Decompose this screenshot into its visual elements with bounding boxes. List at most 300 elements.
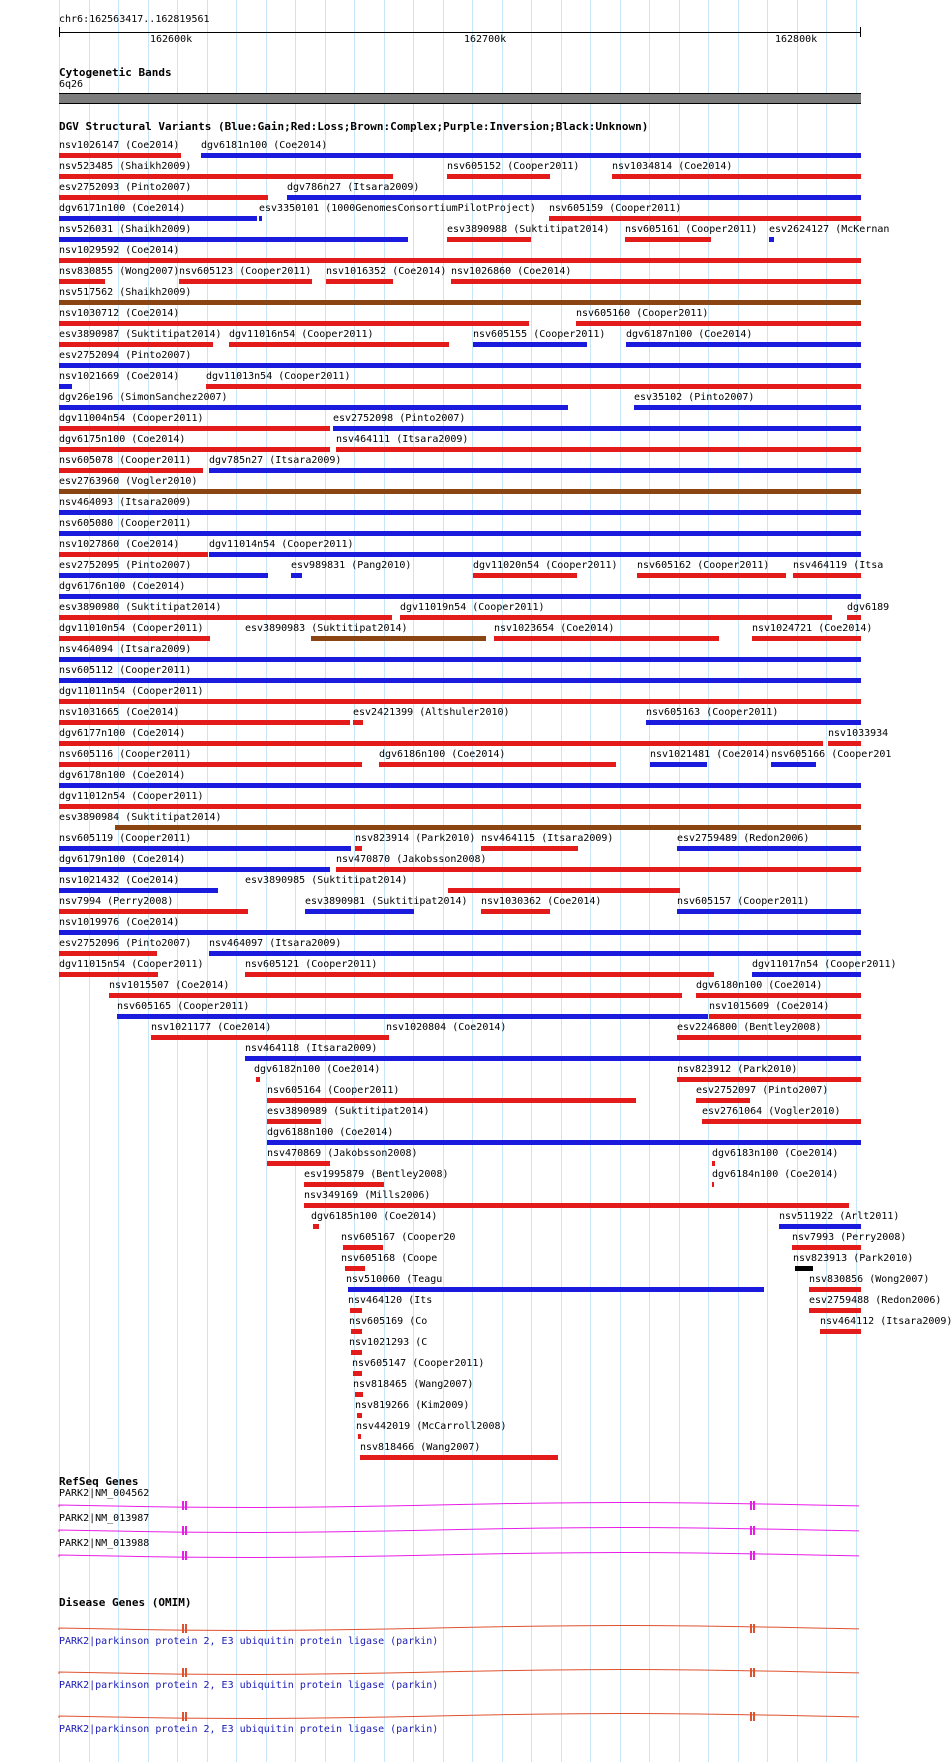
variant-label: dgv11014n54 (Cooper2011): [209, 539, 354, 550]
variant-bar[interactable]: [696, 993, 861, 998]
variant-label: nsv605159 (Cooper2011): [549, 203, 682, 214]
variant-label: dgv6185n100 (Coe2014): [311, 1211, 438, 1222]
variant-label: esv3890985 (Suktitipat2014): [245, 875, 408, 886]
variant-bar[interactable]: [313, 1224, 319, 1229]
variant-label: nsv517562 (Shaikh2009): [59, 287, 192, 298]
variant-bar[interactable]: [379, 762, 616, 767]
variant-label: nsv1015609 (Coe2014): [709, 1001, 830, 1012]
variant-label: nsv442019 (McCarroll2008): [356, 1421, 507, 1432]
variant-label: nsv605161 (Cooper2011): [625, 224, 758, 235]
variant-bar[interactable]: [59, 279, 105, 284]
variant-bar[interactable]: [59, 699, 861, 704]
variant-bar[interactable]: [828, 741, 861, 746]
variant-label: nsv605121 (Cooper2011): [245, 959, 378, 970]
variant-label: nsv1021481 (Coe2014): [650, 749, 771, 760]
variant-bar[interactable]: [637, 573, 786, 578]
exon-mark[interactable]: [753, 1526, 755, 1535]
exon-mark[interactable]: [185, 1526, 187, 1535]
variant-label: dgv6178n100 (Coe2014): [59, 770, 186, 781]
variant-label: dgv11012n54 (Cooper2011): [59, 791, 204, 802]
exon-mark[interactable]: [753, 1501, 755, 1510]
variant-label: nsv1021432 (Coe2014): [59, 875, 180, 886]
variant-bar[interactable]: [59, 216, 257, 221]
variant-label: nsv1026147 (Coe2014): [59, 140, 180, 151]
variant-bar[interactable]: [59, 468, 203, 473]
exon-mark[interactable]: [182, 1501, 184, 1510]
variant-label: nsv605165 (Cooper2011): [117, 1001, 250, 1012]
variant-bar[interactable]: [59, 573, 268, 578]
variant-bar[interactable]: [59, 594, 861, 599]
omim-disease-label[interactable]: PARK2|parkinson protein 2, E3 ubiquitin protein ligase (parkin): [59, 1636, 439, 1647]
variant-bar[interactable]: [448, 888, 680, 893]
variant-label: nsv818465 (Wang2007): [353, 1379, 474, 1390]
variant-label: esv3890983 (Suktitipat2014): [245, 623, 408, 634]
variant-bar[interactable]: [267, 1140, 861, 1145]
variant-bar[interactable]: [59, 867, 330, 872]
variant-label: nsv605078 (Cooper2011): [59, 455, 192, 466]
variant-label: nsv1021669 (Coe2014): [59, 371, 180, 382]
variant-bar[interactable]: [353, 1371, 362, 1376]
variant-bar[interactable]: [677, 1077, 861, 1082]
variant-label: nsv605080 (Cooper2011): [59, 518, 192, 529]
variant-bar[interactable]: [267, 1161, 330, 1166]
refseq-transcript[interactable]: [59, 1528, 859, 1533]
variant-bar[interactable]: [353, 720, 363, 725]
variant-label: nsv1034814 (Coe2014): [612, 161, 733, 172]
variant-label: dgv6183n100 (Coe2014): [712, 1148, 839, 1159]
variant-bar[interactable]: [400, 615, 832, 620]
dgv-section-title: DGV Structural Variants (Blue:Gain;Red:Loss;Brown:Complex;Purple:Inversion;Black:Unknown): [59, 120, 649, 133]
variant-bar[interactable]: [59, 930, 861, 935]
variant-label: nsv1021293 (C: [349, 1337, 428, 1348]
variant-label: nsv1015507 (Coe2014): [109, 980, 230, 991]
ruler-start-tick: [59, 27, 60, 37]
variant-bar[interactable]: [357, 1413, 362, 1418]
cytogenetic-section-title: Cytogenetic Bands: [59, 66, 172, 79]
variant-label: nsv511922 (Arlt2011): [779, 1211, 900, 1222]
variant-bar[interactable]: [494, 636, 719, 641]
variant-bar[interactable]: [59, 762, 362, 767]
exon-mark[interactable]: [750, 1668, 752, 1677]
variant-label: nsv1020804 (Coe2014): [386, 1022, 507, 1033]
variant-label: dgv11013n54 (Cooper2011): [206, 371, 351, 382]
variant-label: esv3350101 (1000GenomesConsortiumPilotProject): [259, 203, 536, 214]
variant-label: dgv11004n54 (Cooper2011): [59, 413, 204, 424]
exon-mark[interactable]: [182, 1668, 184, 1677]
variant-label: nsv1016352 (Coe2014): [326, 266, 447, 277]
variant-label: nsv464115 (Itsara2009): [481, 833, 614, 844]
variant-label: nsv7994 (Perry2008): [59, 896, 174, 907]
variant-bar[interactable]: [386, 1035, 389, 1040]
variant-bar[interactable]: [677, 846, 861, 851]
variant-bar[interactable]: [650, 762, 707, 767]
omim-gene-model[interactable]: [59, 1714, 859, 1719]
variant-label: esv2752095 (Pinto2007): [59, 560, 192, 571]
variant-label: dgv6175n100 (Coe2014): [59, 434, 186, 445]
variant-bar[interactable]: [59, 153, 181, 158]
variant-bar[interactable]: [646, 720, 861, 725]
variant-label: dgv11017n54 (Cooper2011): [752, 959, 897, 970]
variant-label: esv35102 (Pinto2007): [634, 392, 755, 403]
variant-bar[interactable]: [59, 363, 861, 368]
variant-label: nsv605167 (Cooper20: [341, 1232, 456, 1243]
variant-bar[interactable]: [752, 636, 861, 641]
variant-label: dgv11016n54 (Cooper2011): [229, 329, 374, 340]
variant-label: nsv605116 (Cooper2011): [59, 749, 192, 760]
variant-bar[interactable]: [709, 1014, 861, 1019]
variant-label: esv3890981 (Suktitipat2014): [305, 896, 468, 907]
omim-disease-label[interactable]: PARK2|parkinson protein 2, E3 ubiquitin protein ligase (parkin): [59, 1680, 439, 1691]
exon-mark[interactable]: [750, 1712, 752, 1721]
variant-label: nsv464120 (Its: [348, 1295, 433, 1306]
variant-label: nsv464093 (Itsara2009): [59, 497, 192, 508]
variant-bar[interactable]: [59, 174, 393, 179]
variant-bar[interactable]: [209, 468, 861, 473]
variant-bar[interactable]: [343, 1245, 383, 1250]
variant-bar[interactable]: [451, 279, 861, 284]
variant-bar[interactable]: [355, 1392, 363, 1397]
exon-mark[interactable]: [185, 1712, 187, 1721]
variant-label: nsv605162 (Cooper2011): [637, 560, 770, 571]
variant-bar[interactable]: [333, 426, 861, 431]
variant-bar[interactable]: [59, 741, 823, 746]
variant-bar[interactable]: [779, 1224, 861, 1229]
variant-bar[interactable]: [117, 1014, 708, 1019]
variant-label: nsv510060 (Teagu: [346, 1274, 443, 1285]
variant-bar[interactable]: [59, 237, 408, 242]
variant-bar[interactable]: [259, 216, 262, 221]
omim-gene-model[interactable]: [59, 1626, 859, 1631]
variant-bar[interactable]: [351, 1350, 362, 1355]
variant-bar[interactable]: [809, 1287, 861, 1292]
variant-label: nsv605166 (Cooper201: [771, 749, 892, 760]
exon-mark[interactable]: [182, 1526, 184, 1535]
variant-label: esv3890989 (Suktitipat2014): [267, 1106, 430, 1117]
variant-label: nsv526031 (Shaikh2009): [59, 224, 192, 235]
exon-mark[interactable]: [750, 1526, 752, 1535]
variant-label: dgv6171n100 (Coe2014): [59, 203, 186, 214]
variant-bar[interactable]: [351, 1329, 362, 1334]
variant-bar[interactable]: [304, 1203, 849, 1208]
refseq-gene-label[interactable]: PARK2|NM_013988: [59, 1538, 150, 1549]
variant-label: esv2752096 (Pinto2007): [59, 938, 192, 949]
variant-bar[interactable]: [59, 384, 72, 389]
variant-bar[interactable]: [59, 888, 218, 893]
variant-bar[interactable]: [287, 195, 861, 200]
variant-bar[interactable]: [473, 573, 577, 578]
variant-label: esv2752098 (Pinto2007): [333, 413, 466, 424]
variant-bar[interactable]: [809, 1308, 861, 1313]
variant-bar[interactable]: [59, 972, 158, 977]
variant-label: dgv6188n100 (Coe2014): [267, 1127, 394, 1138]
ruler-axis: [59, 32, 861, 33]
variant-label: dgv6180n100 (Coe2014): [696, 980, 823, 991]
variant-label: nsv605169 (Co: [349, 1316, 428, 1327]
variant-bar[interactable]: [712, 1161, 715, 1166]
variant-label: esv3890980 (Suktitipat2014): [59, 602, 222, 613]
variant-label: dgv6187n100 (Coe2014): [626, 329, 753, 340]
omim-section-title: Disease Genes (OMIM): [59, 1596, 192, 1609]
variant-bar[interactable]: [793, 573, 861, 578]
exon-mark[interactable]: [185, 1668, 187, 1677]
variant-bar[interactable]: [305, 909, 414, 914]
exon-mark[interactable]: [750, 1624, 752, 1633]
variant-bar[interactable]: [59, 552, 208, 557]
variant-label: nsv830856 (Wong2007): [809, 1274, 930, 1285]
variant-bar[interactable]: [256, 1077, 260, 1082]
variant-bar[interactable]: [769, 237, 774, 242]
variant-bar[interactable]: [59, 783, 861, 788]
variant-bar[interactable]: [59, 951, 157, 956]
variant-label: nsv1024721 (Coe2014): [752, 623, 873, 634]
ruler-tick-label: 162800k: [775, 34, 818, 45]
variant-label: dgv6177n100 (Coe2014): [59, 728, 186, 739]
variant-bar[interactable]: [350, 1308, 362, 1313]
exon-mark[interactable]: [753, 1712, 755, 1721]
variant-bar[interactable]: [696, 1098, 750, 1103]
variant-bar[interactable]: [702, 1119, 861, 1124]
variant-label: esv2752093 (Pinto2007): [59, 182, 192, 193]
region-label: chr6:162563417..162819561: [59, 14, 210, 25]
variant-bar[interactable]: [59, 405, 568, 410]
variant-label: dgv786n27 (Itsara2009): [287, 182, 420, 193]
variant-label: esv2752094 (Pinto2007): [59, 350, 192, 361]
variant-label: nsv1027860 (Coe2014): [59, 539, 180, 550]
variant-label: nsv605160 (Cooper2011): [576, 308, 709, 319]
variant-label: esv2624127 (McKernan: [769, 224, 890, 235]
variant-label: nsv1033934: [828, 728, 889, 739]
cytogenetic-band-label: 6q26: [59, 79, 84, 90]
variant-label: nsv1023654 (Coe2014): [494, 623, 615, 634]
variant-bar[interactable]: [59, 426, 330, 431]
ruler-tick-label: 162700k: [464, 34, 507, 45]
variant-label: esv1995879 (Bentley2008): [304, 1169, 449, 1180]
variant-label: nsv1029592 (Coe2014): [59, 245, 180, 256]
exon-mark[interactable]: [753, 1668, 755, 1677]
variant-label: nsv1019976 (Coe2014): [59, 917, 180, 928]
variant-label: nsv349169 (Mills2006): [304, 1190, 431, 1201]
exon-mark[interactable]: [750, 1501, 752, 1510]
variant-bar[interactable]: [209, 552, 861, 557]
exon-mark[interactable]: [753, 1624, 755, 1633]
variant-label: dgv11020n54 (Cooper2011): [473, 560, 618, 571]
variant-bar[interactable]: [626, 342, 861, 347]
variant-bar[interactable]: [109, 993, 682, 998]
variant-label: nsv605164 (Cooper2011): [267, 1085, 400, 1096]
variant-label: nsv605112 (Cooper2011): [59, 665, 192, 676]
variant-label: esv2759488 (Redon2006): [809, 1295, 942, 1306]
variant-label: dgv6181n100 (Coe2014): [201, 140, 328, 151]
variant-bar[interactable]: [612, 174, 861, 179]
variant-label: esv3890987 (Suktitipat2014): [59, 329, 222, 340]
variant-bar[interactable]: [348, 1287, 764, 1292]
variant-bar[interactable]: [336, 867, 861, 872]
variant-label: nsv605157 (Cooper2011): [677, 896, 810, 907]
variant-label: nsv470869 (Jakobsson2008): [267, 1148, 418, 1159]
variant-bar[interactable]: [59, 342, 213, 347]
exon-mark[interactable]: [753, 1551, 755, 1560]
cytogenetic-band-bar[interactable]: [59, 93, 861, 104]
variant-bar[interactable]: [59, 846, 351, 851]
variant-bar[interactable]: [245, 1056, 861, 1061]
exon-mark[interactable]: [182, 1712, 184, 1721]
variant-label: nsv605152 (Cooper2011): [447, 161, 580, 172]
variant-bar[interactable]: [345, 1266, 365, 1271]
variant-bar[interactable]: [59, 195, 268, 200]
variant-bar[interactable]: [115, 825, 861, 830]
variant-label: nsv823912 (Park2010): [677, 1064, 798, 1075]
variant-label: esv2763960 (Vogler2010): [59, 476, 198, 487]
variant-bar[interactable]: [59, 447, 330, 452]
variant-label: nsv464118 (Itsara2009): [245, 1043, 378, 1054]
variant-label: nsv818466 (Wang2007): [360, 1442, 481, 1453]
variant-bar[interactable]: [360, 1455, 558, 1460]
variant-bar[interactable]: [625, 237, 711, 242]
variant-bar[interactable]: [59, 720, 350, 725]
variant-label: nsv605168 (Coope: [341, 1253, 438, 1264]
variant-bar[interactable]: [59, 489, 861, 494]
variant-label: dgv11019n54 (Cooper2011): [400, 602, 545, 613]
variant-label: nsv605155 (Cooper2011): [473, 329, 606, 340]
variant-bar[interactable]: [481, 909, 550, 914]
variant-bar[interactable]: [59, 804, 861, 809]
omim-gene-model[interactable]: [59, 1670, 859, 1675]
variant-bar[interactable]: [59, 258, 861, 263]
variant-label: nsv823914 (Park2010): [355, 833, 476, 844]
exon-mark[interactable]: [182, 1551, 184, 1560]
refseq-transcript[interactable]: [59, 1553, 859, 1558]
variant-bar[interactable]: [752, 972, 861, 977]
variant-label: dgv785n27 (Itsara2009): [209, 455, 342, 466]
variant-label: dgv6186n100 (Coe2014): [379, 749, 506, 760]
variant-bar[interactable]: [677, 909, 861, 914]
refseq-section-title: RefSeq Genes: [59, 1475, 139, 1488]
variant-label: esv2752097 (Pinto2007): [696, 1085, 829, 1096]
variant-bar[interactable]: [206, 384, 861, 389]
variant-label: nsv1030362 (Coe2014): [481, 896, 602, 907]
variant-bar[interactable]: [59, 510, 861, 515]
variant-label: dgv26e196 (SimonSanchez2007): [59, 392, 228, 403]
variant-label: nsv1030712 (Coe2014): [59, 308, 180, 319]
variant-label: nsv1031665 (Coe2014): [59, 707, 180, 718]
variant-label: dgv6184n100 (Coe2014): [712, 1169, 839, 1180]
variant-bar[interactable]: [267, 1119, 321, 1124]
variant-bar[interactable]: [59, 678, 861, 683]
variant-label: nsv7993 (Perry2008): [792, 1232, 907, 1243]
ruler-end-tick: [860, 27, 861, 37]
variant-bar[interactable]: [59, 531, 861, 536]
variant-bar[interactable]: [201, 153, 861, 158]
variant-label: nsv523485 (Shaikh2009): [59, 161, 192, 172]
exon-mark[interactable]: [182, 1624, 184, 1633]
variant-label: nsv1026860 (Coe2014): [451, 266, 572, 277]
variant-label: esv2761064 (Vogler2010): [702, 1106, 841, 1117]
variant-bar[interactable]: [771, 762, 816, 767]
variant-label: esv2421399 (Altshuler2010): [353, 707, 510, 718]
variant-bar[interactable]: [229, 342, 449, 347]
variant-bar[interactable]: [311, 636, 486, 641]
variant-bar[interactable]: [549, 216, 861, 221]
variant-label: dgv11010n54 (Cooper2011): [59, 623, 204, 634]
variant-bar[interactable]: [59, 909, 248, 914]
variant-bar[interactable]: [481, 846, 578, 851]
variant-label: nsv464111 (Itsara2009): [336, 434, 469, 445]
variant-label: dgv11015n54 (Cooper2011): [59, 959, 204, 970]
variant-bar[interactable]: [336, 447, 861, 452]
variant-label: nsv464097 (Itsara2009): [209, 938, 342, 949]
variant-label: nsv605163 (Cooper2011): [646, 707, 779, 718]
variant-bar[interactable]: [59, 657, 861, 662]
variant-label: nsv830855 (Wong2007): [59, 266, 180, 277]
variant-label: nsv464112 (Itsara2009): [820, 1316, 952, 1327]
variant-bar[interactable]: [447, 174, 550, 179]
variant-label: dgv6176n100 (Coe2014): [59, 581, 186, 592]
variant-label: esv989831 (Pang2010): [291, 560, 412, 571]
refseq-gene-label[interactable]: PARK2|NM_004562: [59, 1488, 150, 1499]
variant-bar[interactable]: [304, 1182, 384, 1187]
variant-bar[interactable]: [677, 1035, 861, 1040]
variant-bar[interactable]: [447, 237, 531, 242]
variant-bar[interactable]: [576, 321, 861, 326]
exon-mark[interactable]: [185, 1624, 187, 1633]
variant-bar[interactable]: [820, 1329, 861, 1334]
variant-label: esv2246800 (Bentley2008): [677, 1022, 822, 1033]
variant-bar[interactable]: [326, 279, 393, 284]
exon-mark[interactable]: [750, 1551, 752, 1560]
variant-label: esv3890984 (Suktitipat2014): [59, 812, 222, 823]
variant-bar[interactable]: [712, 1182, 714, 1187]
variant-label: nsv605119 (Cooper2011): [59, 833, 192, 844]
variant-bar[interactable]: [291, 573, 302, 578]
variant-label: esv3890988 (Suktitipat2014): [447, 224, 610, 235]
variant-bar[interactable]: [59, 321, 529, 326]
variant-bar[interactable]: [209, 951, 861, 956]
variant-bar[interactable]: [59, 615, 392, 620]
variant-bar[interactable]: [634, 405, 861, 410]
variant-label: dgv11011n54 (Cooper2011): [59, 686, 204, 697]
variant-label: nsv464119 (Itsa: [793, 560, 884, 571]
variant-label: nsv470870 (Jakobsson2008): [336, 854, 487, 865]
variant-bar[interactable]: [151, 1035, 389, 1040]
refseq-gene-label[interactable]: PARK2|NM_013987: [59, 1513, 150, 1524]
variant-bar[interactable]: [473, 342, 587, 347]
variant-label: nsv1021177 (Coe2014): [151, 1022, 272, 1033]
variant-bar[interactable]: [355, 846, 362, 851]
variant-bar[interactable]: [792, 1245, 861, 1250]
variant-bar[interactable]: [795, 1266, 813, 1271]
refseq-gene-models[interactable]: [0, 1490, 890, 1570]
variant-bar[interactable]: [267, 1098, 636, 1103]
exon-mark[interactable]: [185, 1551, 187, 1560]
variant-bar[interactable]: [245, 972, 714, 977]
variant-bar[interactable]: [59, 636, 210, 641]
variant-bar[interactable]: [847, 615, 861, 620]
variant-label: nsv464094 (Itsara2009): [59, 644, 192, 655]
variant-label: dgv6189: [847, 602, 890, 613]
ruler-tick-label: 162600k: [150, 34, 193, 45]
variant-bar[interactable]: [179, 279, 312, 284]
omim-disease-label[interactable]: PARK2|parkinson protein 2, E3 ubiquitin protein ligase (parkin): [59, 1724, 439, 1735]
variant-label: nsv819266 (Kim2009): [355, 1400, 470, 1411]
variant-label: dgv6179n100 (Coe2014): [59, 854, 186, 865]
exon-mark[interactable]: [185, 1501, 187, 1510]
variant-label: nsv605147 (Cooper2011): [352, 1358, 485, 1369]
variant-bar[interactable]: [59, 300, 861, 305]
variant-label: dgv6182n100 (Coe2014): [254, 1064, 381, 1075]
variant-label: nsv605123 (Cooper2011): [179, 266, 312, 277]
variant-bar[interactable]: [358, 1434, 361, 1439]
refseq-transcript[interactable]: [59, 1503, 859, 1508]
